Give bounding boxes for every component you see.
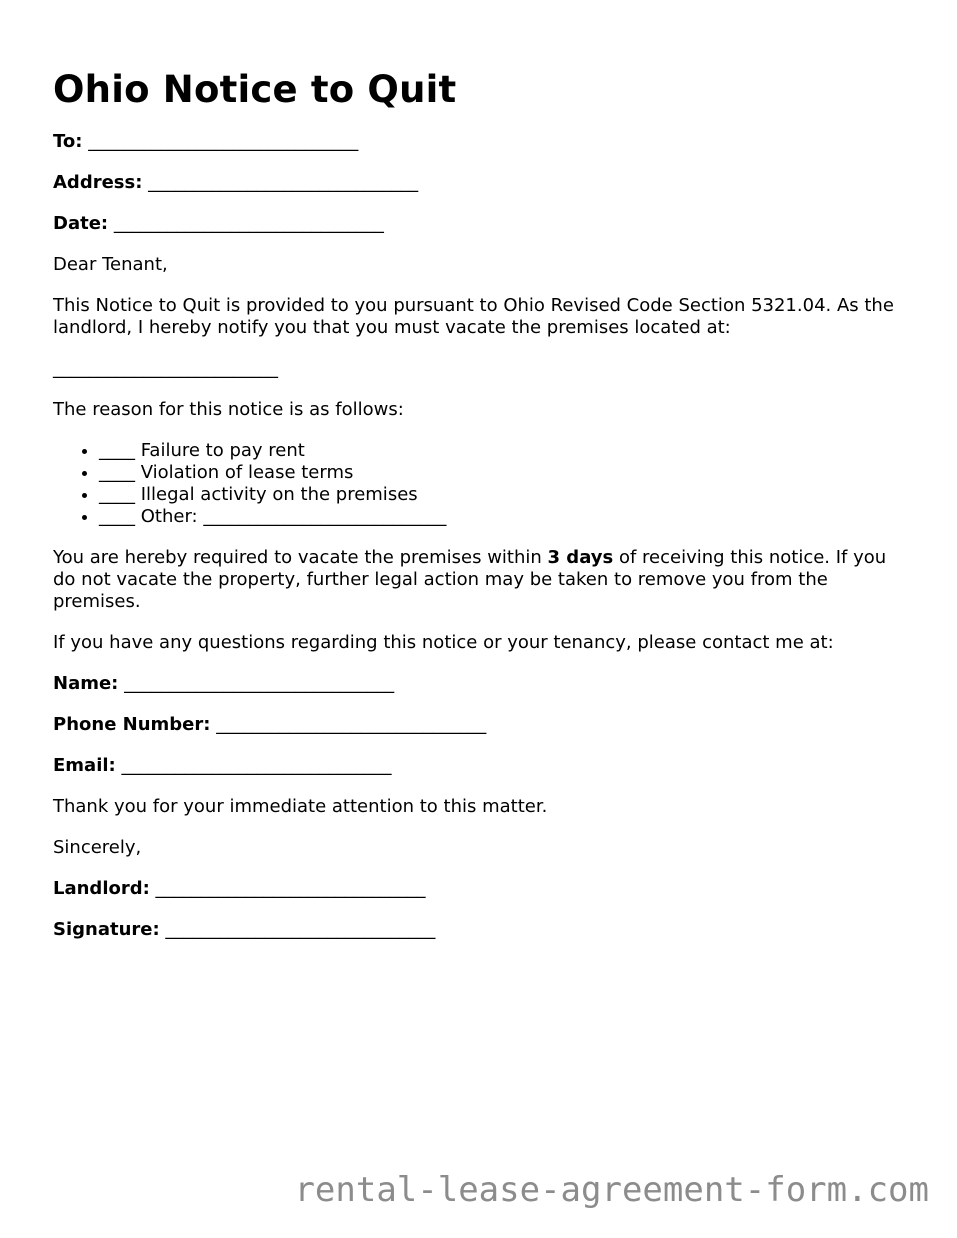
email-blank: ______________________________ <box>121 755 392 776</box>
name-blank: ______________________________ <box>124 673 395 694</box>
list-item <box>99 462 913 484</box>
notice-document <box>53 62 913 960</box>
to-label: To: <box>53 131 83 152</box>
document-title: Ohio Notice to Quit <box>53 68 457 111</box>
date-field <box>53 213 913 235</box>
address-field <box>53 172 913 194</box>
vacate-paragraph <box>53 547 913 613</box>
signature-blank: ______________________________ <box>165 919 436 940</box>
list-item <box>99 484 913 506</box>
list-item <box>99 506 913 528</box>
reason-checkbox-blank: ____ <box>99 462 135 483</box>
reason-checkbox-blank: ____ <box>99 506 135 527</box>
phone-label: Phone Number: <box>53 714 211 735</box>
email-label: Email: <box>53 755 116 776</box>
closing-line: Sincerely, <box>53 837 142 858</box>
landlord-label: Landlord: <box>53 878 150 899</box>
list-item <box>99 440 913 462</box>
signature-field <box>53 919 913 941</box>
signature-label: Signature: <box>53 919 160 940</box>
address-blank: ______________________________ <box>148 172 419 193</box>
date-label: Date: <box>53 213 109 234</box>
reason-text: Illegal activity on the premises <box>140 484 418 505</box>
to-field <box>53 131 913 153</box>
vacate-text-before: You are hereby required to vacate the premises within <box>53 547 548 568</box>
site-watermark: rental-lease-agreement-form.com <box>294 1170 929 1210</box>
phone-blank: ______________________________ <box>216 714 487 735</box>
landlord-field <box>53 878 913 900</box>
intro-paragraph: This Notice to Quit is provided to you pursuant to Ohio Revised Code Section 5321.04. As the landlord, I hereby notify you that you must vacate the premises located at: <box>53 295 894 338</box>
reason-text: Other: ___________________________ <box>140 506 447 527</box>
premises-line: _________________________ <box>53 358 278 379</box>
email-field <box>53 755 913 777</box>
reason-heading: The reason for this notice is as follows: <box>53 399 404 420</box>
name-field <box>53 673 913 695</box>
salutation: Dear Tenant, <box>53 254 168 275</box>
reason-text: Violation of lease terms <box>140 462 354 483</box>
landlord-blank: ______________________________ <box>155 878 426 899</box>
thanks-line: Thank you for your immediate attention to this matter. <box>53 796 548 817</box>
reason-checkbox-blank: ____ <box>99 484 135 505</box>
premises-blank <box>53 358 913 380</box>
date-blank: ______________________________ <box>113 213 384 234</box>
address-label: Address: <box>53 172 143 193</box>
vacate-deadline: 3 days <box>547 547 614 568</box>
phone-field <box>53 714 913 736</box>
name-label: Name: <box>53 673 119 694</box>
vacate-text-after: of receiving this notice. If you do not vacate the property, further legal action may be taken to remove you from the premises. <box>53 547 887 612</box>
to-blank: ______________________________ <box>88 131 359 152</box>
contact-intro: If you have any questions regarding this notice or your tenancy, please contact me at: <box>53 632 834 653</box>
reason-list <box>53 440 913 528</box>
reason-checkbox-blank: ____ <box>99 440 135 461</box>
reason-text: Failure to pay rent <box>140 440 305 461</box>
